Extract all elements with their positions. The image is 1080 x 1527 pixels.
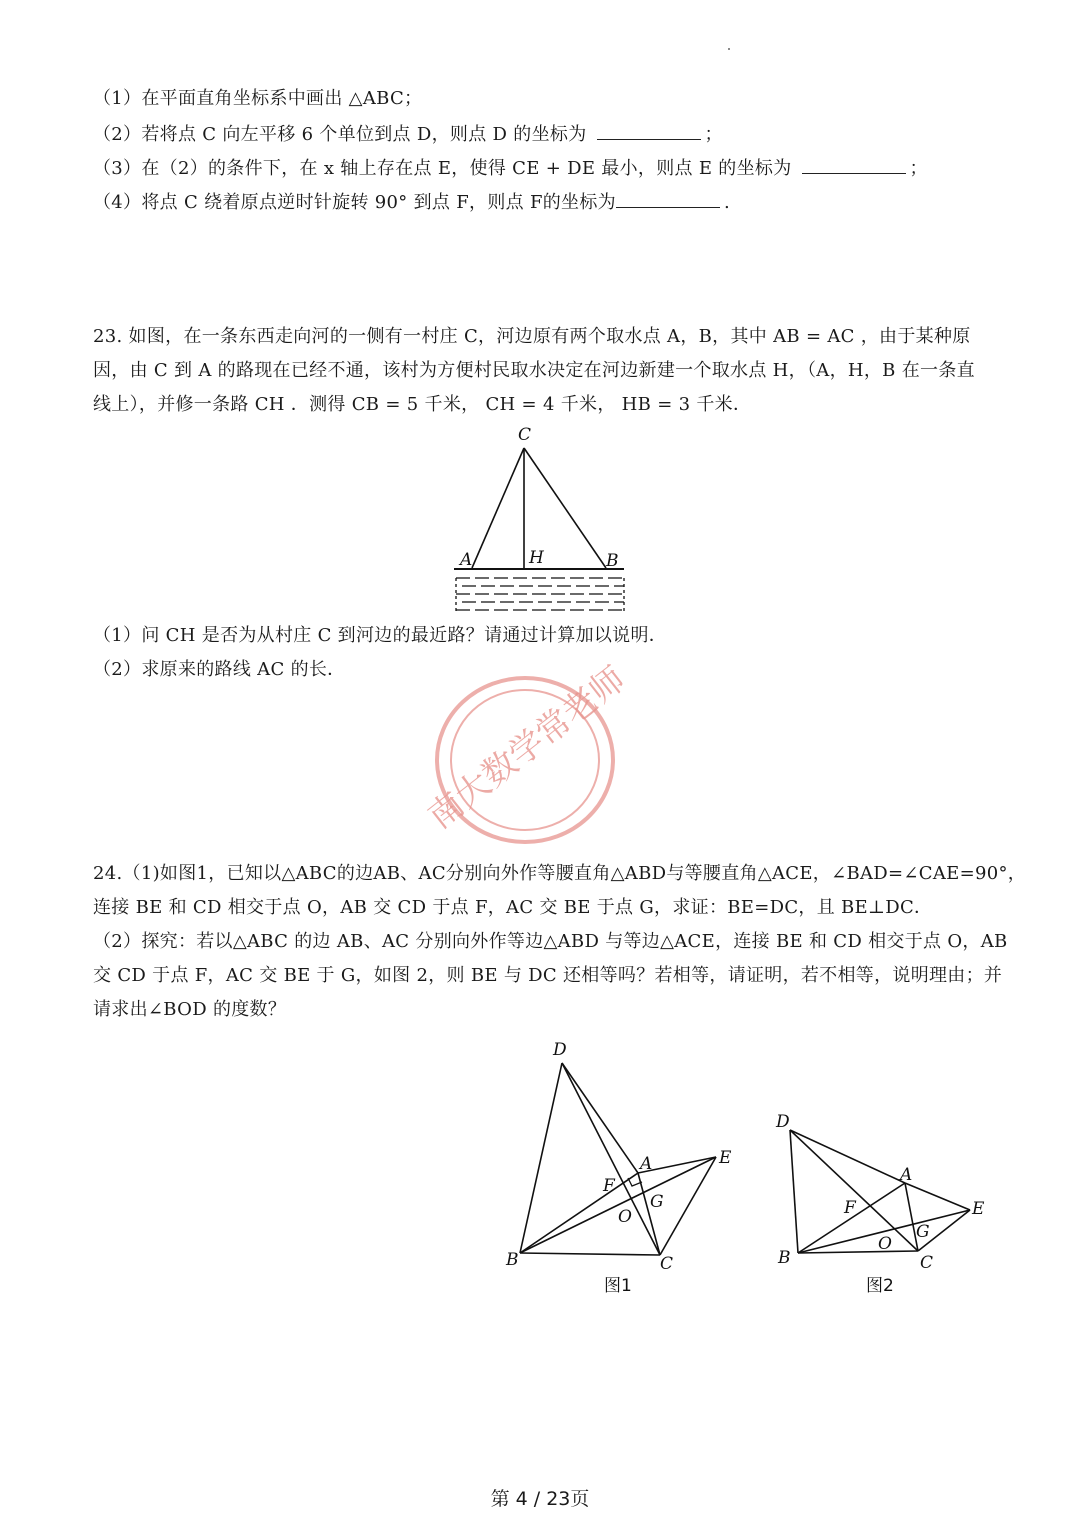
fig1-label-F: F — [603, 1176, 615, 1196]
q24-line5: 请求出∠BOD 的度数？ — [93, 999, 287, 1020]
q24-line4: 交 CD 于点 F，AC 交 BE 于 G，如图 2，则 BE 与 DC 还相等吗？若相等，请证明，若不相等，说明理由；并 — [93, 965, 1003, 986]
fig2-label-O: O — [878, 1234, 892, 1254]
fig2-caption: 图2 — [866, 1276, 894, 1296]
q24-line3: （2）探究：若以△ABC 的边 AB、AC 分别向外作等边△ABD 与等边△ACE，连接 BE 和 CD 相交于点 O，AB — [93, 931, 1008, 952]
segment-CA — [472, 448, 524, 568]
q22-part3-end: ； — [909, 158, 928, 179]
q23-line3: 线上），并修一条路 CH ．测得 CB = 5 千米， CH = 4 千米， HB = 3 千米． — [93, 394, 752, 415]
fig2-label-E: E — [972, 1199, 985, 1219]
q24-figure-1 — [490, 1035, 750, 1305]
fig1-label-B: B — [506, 1250, 519, 1270]
fig2-label-F: F — [844, 1198, 856, 1218]
q22-part4 — [93, 189, 730, 215]
label-C: C — [518, 425, 532, 445]
fig1-label-C: C — [660, 1254, 674, 1274]
q22-part4-text: （4）将点 C 绕着原点逆时针旋转 90° 到点 F，则点 F的坐标为 — [93, 192, 616, 213]
answer-blank[interactable] — [597, 121, 701, 140]
q24-line1: 24.（1)如图1，已知以△ABC的边AB、AC分别向外作等腰直角△ABD与等腰直角△ACE，∠BAD=∠CAE=90°， — [93, 863, 1027, 884]
q23-sub2: （2）求原来的路线 AC 的长． — [93, 659, 346, 680]
q23-figure — [440, 420, 640, 620]
q23-sub1: （1）问 CH 是否为从村庄 C 到河边的最近路？请通过计算加以说明． — [93, 625, 668, 646]
fig1-label-E: E — [719, 1148, 732, 1168]
fig2-label-A: A — [900, 1165, 913, 1185]
fig1-label-O: O — [618, 1207, 632, 1227]
fig2-label-G: G — [916, 1222, 930, 1242]
q23-line1: 23. 如图，在一条东西走向河的一侧有一村庄 C，河边原有两个取水点 A，B，其中 AB = AC ，由于某种原 — [93, 326, 971, 347]
watermark-stamp — [420, 660, 670, 864]
q24-figure-2 — [770, 1105, 1000, 1305]
q24-line2: 连接 BE 和 CD 相交于点 O，AB 交 CD 于点 F，AC 交 BE 于点 G，求证：BE=DC，且 BE⊥DC． — [93, 897, 933, 918]
q22-part3-text: （3）在（2）的条件下，在 x 轴上存在点 E，使得 CE + DE 最小，则点 E 的坐标为 — [93, 158, 792, 179]
page-number: 第 4 / 23页 — [490, 1488, 590, 1510]
label-H: H — [529, 548, 544, 568]
fig2-label-B: B — [778, 1248, 791, 1268]
fig1-label-D: D — [553, 1040, 567, 1060]
answer-blank[interactable] — [616, 189, 720, 208]
fig1-label-A: A — [640, 1154, 653, 1174]
label-B: B — [606, 551, 619, 571]
watermark-text: 南大数学常老师 — [420, 660, 634, 838]
scan-dot — [728, 48, 730, 50]
fig1-caption: 图1 — [604, 1276, 632, 1296]
label-A: A — [460, 550, 473, 570]
q22-part2-end: ； — [704, 124, 723, 145]
q22-part4-end: . — [723, 192, 730, 213]
river-water — [456, 578, 624, 610]
fig1-label-G: G — [650, 1192, 664, 1212]
q22-part2 — [93, 121, 723, 147]
answer-blank[interactable] — [802, 155, 906, 174]
fig2-label-D: D — [776, 1112, 790, 1132]
fig2-label-C: C — [920, 1253, 934, 1273]
q22-part1: （1）在平面直角坐标系中画出 △ABC； — [93, 88, 423, 109]
q23-line2: 因，由 C 到 A 的路现在已经不通，该村为方便村民取水决定在河边新建一个取水点 H，（A，H，B 在一条直 — [93, 360, 975, 381]
q22-part3 — [93, 155, 928, 181]
q22-part2-text: （2）若将点 C 向左平移 6 个单位到点 D，则点 D 的坐标为 — [93, 124, 587, 145]
